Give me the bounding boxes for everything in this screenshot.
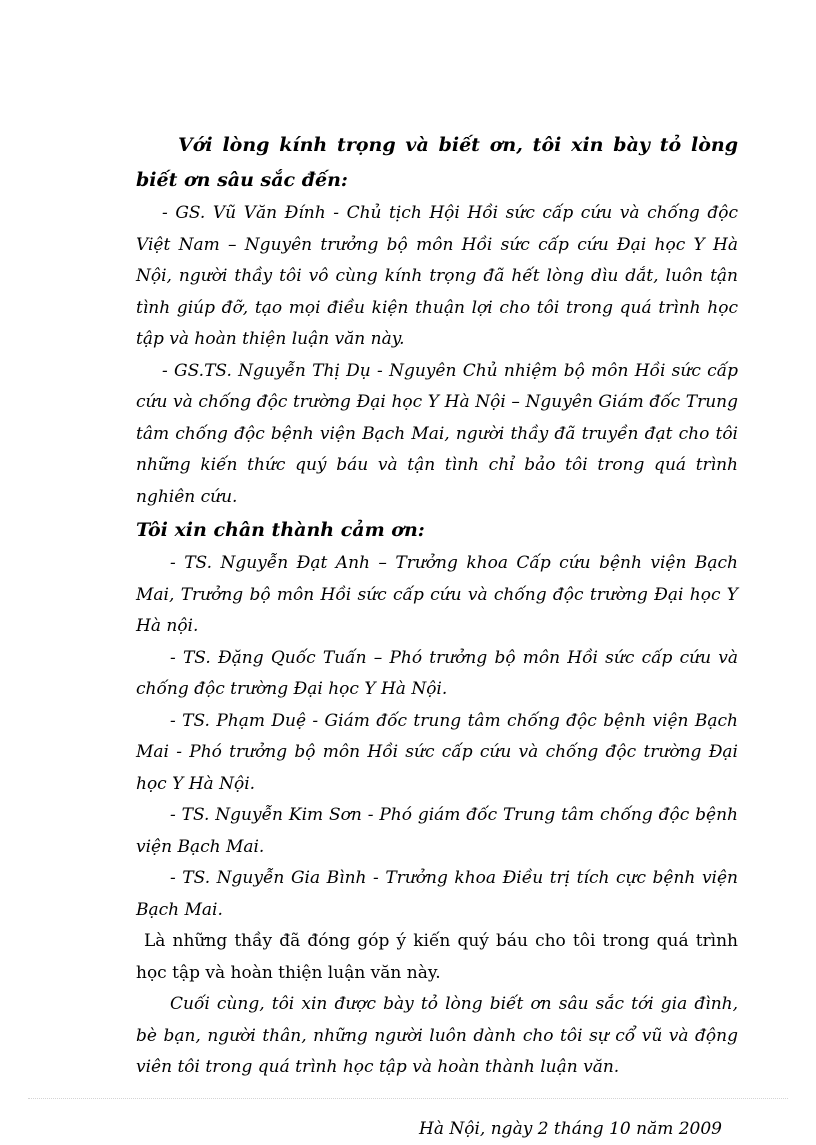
thanks-item-5: - TS. Nguyễn Gia Bình - Trưởng khoa Điều trị tích cực bệnh viện Bạch Mai. <box>136 868 738 920</box>
intro-heading: Với lòng kính trọng và biết ơn, tôi xin bày tỏ lòng biết ơn sâu sắc đến: <box>136 134 738 191</box>
thanks-heading: Tôi xin chân thành cảm ơn: <box>136 519 425 541</box>
acknowledgement-body <box>136 128 738 1145</box>
page-bottom-divider <box>28 1098 788 1099</box>
gratitude-paragraph-2: - GS.TS. Nguyễn Thị Dụ - Nguyên Chủ nhiệm bộ môn Hồi sức cấp cứu và chống độc trường Đại học Y Hà Nội – Nguyên Giám đốc Trung tâm chống độc bệnh viện Bạch Mai, người thầy đã truyền đạt cho tôi những kiến thức quý báu và tận tình chỉ bảo tôi trong quá trình nghiên cứu. <box>136 360 738 507</box>
signoff-date: Hà Nội, ngày 2 tháng 10 năm 2009 <box>419 1118 722 1139</box>
thanks-item-1: - TS. Nguyễn Đạt Anh – Trưởng khoa Cấp cứu bệnh viện Bạch Mai, Trưởng bộ môn Hồi sức cấp cứu và chống độc trường Đại học Y Hà nội. <box>136 553 738 636</box>
closing-paragraph-2: Cuối cùng, tôi xin được bày tỏ lòng biết ơn sâu sắc tới gia đình, bè bạn, người thân, những người luôn dành cho tôi sự cổ vũ và động viên tôi trong quá trình học tập và hoàn thành luận văn. <box>136 994 738 1077</box>
thanks-item-4: - TS. Nguyễn Kim Sơn - Phó giám đốc Trung tâm chống độc bệnh viện Bạch Mai. <box>136 805 738 857</box>
gratitude-paragraph-1: - GS. Vũ Văn Đính - Chủ tịch Hội Hồi sức cấp cứu và chống độc Việt Nam – Nguyên trưởng bộ môn Hồi sức cấp cứu Đại học Y Hà Nội, người thầy tôi vô cùng kính trọng đã hết lòng dìu dắt, luôn tận tình giúp đỡ, tạo mọi điều kiện thuận lợi cho tôi trong quá trình học tập và hoàn thiện luận văn này. <box>136 203 738 349</box>
closing-paragraph-1: Là những thầy đã đóng góp ý kiến quý báu cho tôi trong quá trình học tập và hoàn thiện luận văn này. <box>136 931 738 983</box>
thanks-item-3: - TS. Phạm Duệ - Giám đốc trung tâm chống độc bệnh viện Bạch Mai - Phó trưởng bộ môn Hồi sức cấp cứu và chống độc trường Đại học Y Hà Nội. <box>136 710 738 794</box>
thanks-item-2: - TS. Đặng Quốc Tuấn – Phó trưởng bộ môn Hồi sức cấp cứu và chống độc trường Đại học Y Hà Nội. <box>136 647 738 699</box>
